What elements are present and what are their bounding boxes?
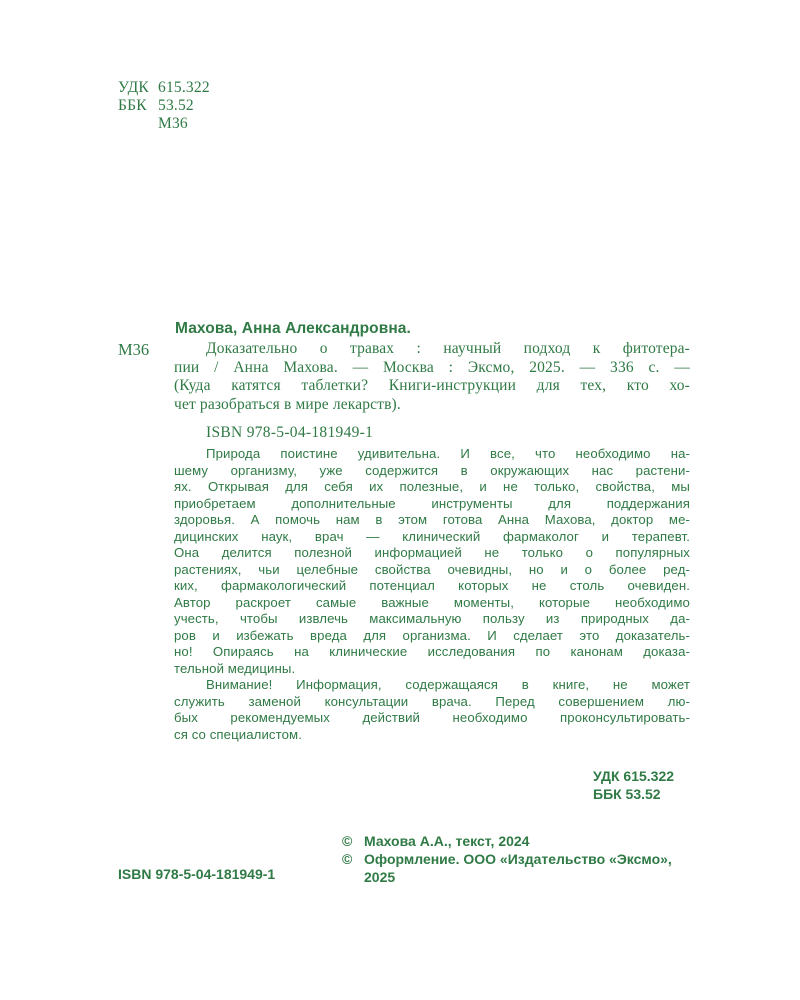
- copyright-year-line: [342, 868, 672, 886]
- copyright-icon: ©: [342, 833, 353, 849]
- author-mark: М36: [158, 115, 188, 132]
- copyright-block: [342, 832, 672, 886]
- udk-row: [118, 79, 210, 97]
- annotation-line: дицинских наук, врач — клинический фармаколог и терапевт.: [174, 528, 690, 544]
- annotation-line: учесть, чтобы извлечь максимальную пользу из природных да-: [174, 611, 690, 626]
- annotation-line: шему организму, уже содержится в окружающих нас растени-: [174, 462, 690, 478]
- udk-value: 615.322: [158, 79, 210, 96]
- bib-line: Доказательно о травах : научный подход к фитотера-: [206, 340, 690, 357]
- entry-isbn: ISBN 978-5-04-181949-1: [206, 424, 374, 441]
- footer-isbn: ISBN 978-5-04-181949-1: [118, 866, 276, 882]
- copyright-design-line: [342, 850, 672, 868]
- annotation-line: тельной медицины.: [174, 660, 296, 676]
- annotation: [174, 446, 690, 743]
- bib-line: чет разобраться в мире лекарств).: [174, 395, 401, 413]
- author-name: Махова, Анна Александровна.: [175, 320, 411, 337]
- copyright-design: Оформление. ООО «Издательство «Эксмо»,: [364, 851, 672, 867]
- warning-line: служить заменой консультации врача. Перед совершением лю-: [174, 693, 690, 709]
- warning-line: Внимание! Информация, содержащаяся в книге, не может: [206, 677, 690, 692]
- footer-classification: [593, 767, 674, 803]
- annotation-line: ких, фармакологический потенциал которых не столь очевиден.: [174, 578, 690, 593]
- warning-line: ся со специалистом.: [174, 726, 302, 742]
- classification-block: [118, 79, 210, 133]
- copyright-icon: ©: [342, 851, 353, 867]
- annotation-line: приобретаем дополнительные инструменты для поддержания: [174, 495, 690, 511]
- annotation-line: ров и избежать вреда для организма. И сделает это доказатель-: [174, 627, 690, 643]
- annotation-line: Автор раскроет самые важные моменты, которые необходимо: [174, 594, 690, 610]
- author-mark-row: [118, 115, 210, 133]
- warning-line: бых рекомендуемых действий необходимо проконсультировать-: [174, 710, 690, 725]
- copyright-year: 2025: [364, 869, 396, 885]
- bibliographic-description: [174, 340, 690, 414]
- annotation-line: растениях, чьи целебные свойства очевидны, но и о более ред-: [174, 561, 690, 577]
- annotation-line: ях. Открывая для себя их полезные, и не только, свойства, мы: [174, 479, 690, 494]
- udk-label: УДК: [118, 79, 149, 96]
- annotation-line: но! Опираясь на клинические исследования по канонам доказа-: [174, 644, 690, 659]
- annotation-line: Природа поистине удивительна. И все, что необходимо на-: [206, 446, 690, 461]
- annotation-line: Она делится полезной информацией не только о популярных: [174, 545, 690, 560]
- bib-line: (Куда катятся таблетки? Книги-инструкции для тех, кто хо-: [174, 377, 690, 394]
- annotation-line: здоровья. А помочь нам в этом готова Анна Махова, доктор ме-: [174, 512, 690, 527]
- copyright-text-line: [342, 832, 672, 850]
- entry-code: М36: [118, 340, 150, 359]
- bbk-row: [118, 97, 210, 115]
- bbk-value: 53.52: [158, 97, 194, 114]
- copyright-text: Махова А.А., текст, 2024: [364, 833, 530, 849]
- footer-bbk: ББК 53.52: [593, 786, 661, 802]
- bib-line: пии / Анна Махова. — Москва : Эксмо, 2025. — 336 с. —: [174, 358, 690, 376]
- bbk-label: ББК: [118, 97, 147, 114]
- footer-udk: УДК 615.322: [593, 768, 675, 784]
